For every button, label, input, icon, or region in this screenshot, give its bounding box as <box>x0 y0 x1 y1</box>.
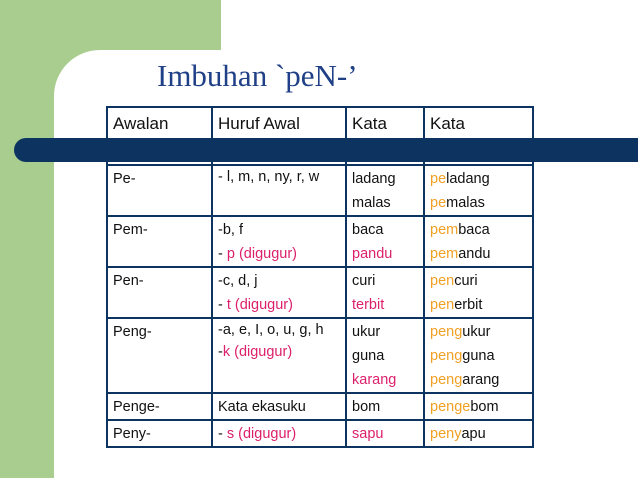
cell-awalan: Peny- <box>107 420 212 447</box>
cell-huruf-awal: -c, d, j - t (digugur) <box>212 267 346 318</box>
cell-hasil: pencuri penerbit <box>424 267 533 318</box>
cell-huruf-awal: - l, m, n, ny, r, w <box>212 165 346 216</box>
cell-kata: sapu <box>346 420 424 447</box>
table-row <box>107 216 533 267</box>
header-kata-result: Kata <box>424 107 533 140</box>
table-row <box>107 318 533 393</box>
cell-kata: ukur guna karang <box>346 318 424 393</box>
slide-title: Imbuhan `peN-’ <box>157 58 358 93</box>
cell-kata: curi terbit <box>346 267 424 318</box>
cell-awalan: Peng- <box>107 318 212 393</box>
cell-huruf-awal: - s (digugur) <box>212 420 346 447</box>
cell-awalan: Penge- <box>107 393 212 420</box>
table-header-row <box>107 107 533 140</box>
table-row <box>107 267 533 318</box>
cell-huruf-awal: -b, f - p (digugur) <box>212 216 346 267</box>
cell-hasil: pembaca pemandu <box>424 216 533 267</box>
header-huruf-awal: Huruf Awal <box>212 107 346 140</box>
table-row <box>107 420 533 447</box>
cell-awalan: Pen- <box>107 267 212 318</box>
cell-kata: baca pandu <box>346 216 424 267</box>
cell-hasil: pengebom <box>424 393 533 420</box>
header-awalan: Awalan <box>107 107 212 140</box>
cell-hasil: penyapu <box>424 420 533 447</box>
cell-hasil: peladang pemalas <box>424 165 533 216</box>
cell-huruf-awal: Kata ekasuku <box>212 393 346 420</box>
cell-huruf-awal: -a, e, I, o, u, g, h -k (digugur) <box>212 318 346 393</box>
table-row <box>107 165 533 216</box>
cell-awalan: Pem- <box>107 216 212 267</box>
cell-awalan: Pe- <box>107 165 212 216</box>
header-kata: Kata <box>346 107 424 140</box>
cell-hasil: pengukur pengguna pengarang <box>424 318 533 393</box>
table-row <box>107 393 533 420</box>
cell-kata: bom <box>346 393 424 420</box>
header-spacer-row <box>107 140 533 165</box>
cell-kata: ladang malas <box>346 165 424 216</box>
prefix-table <box>106 106 534 448</box>
